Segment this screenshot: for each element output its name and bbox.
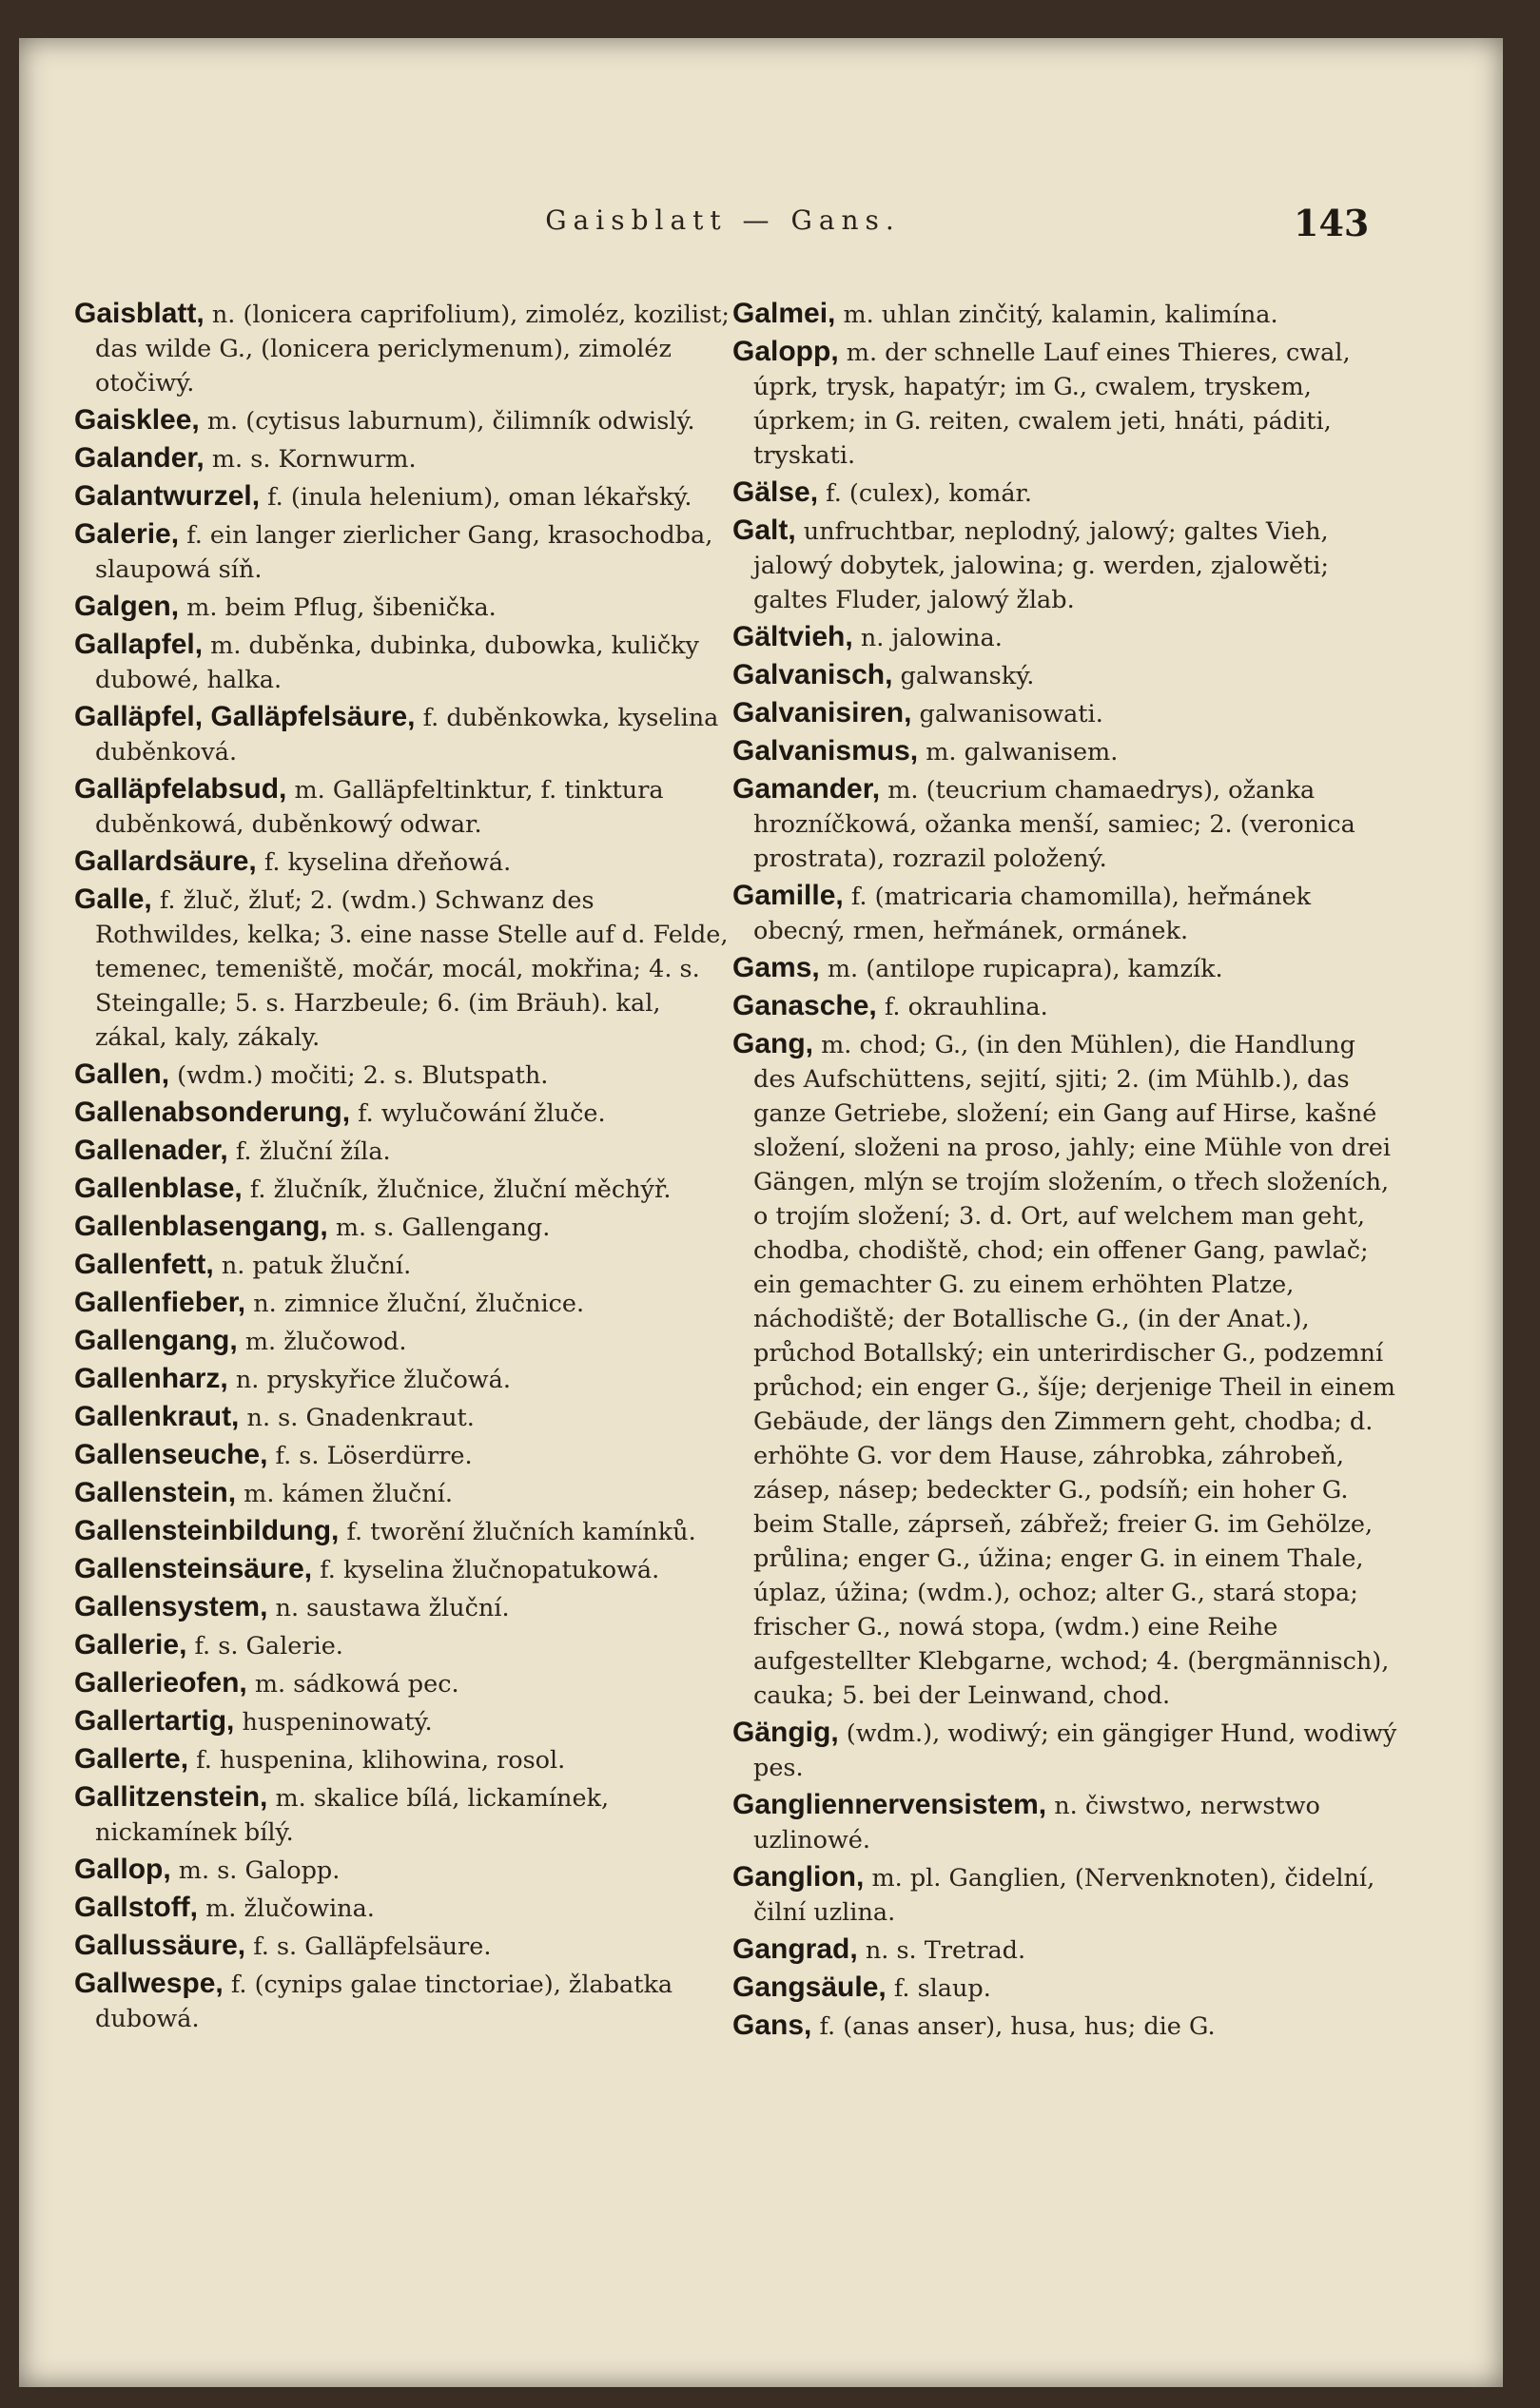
entry-headword: Galt, xyxy=(732,515,796,546)
entry-definition: f. (anas anser), husa, hus; die G. xyxy=(819,2012,1216,2041)
entry-definition: f. (cynips galae tinctoriae), žlabatka dubowá. xyxy=(95,1971,673,2033)
right-column xyxy=(732,297,1398,2047)
dictionary-entry xyxy=(732,1860,1398,1930)
entry-definition: m. s. Galopp. xyxy=(178,1856,341,1885)
entry-definition: m. (teucrium chamaedrys), ožanka hrozníčkowá, ožanka menší, samiec; 2. (veronica prostrata), rozrazil položený. xyxy=(753,776,1355,873)
dictionary-entry xyxy=(74,1590,740,1625)
entry-headword: Gallerte, xyxy=(74,1743,189,1775)
entry-headword: Ganglion, xyxy=(732,1861,865,1893)
entry-headword: Gallen, xyxy=(74,1058,170,1090)
entry-definition: m. chod; G., (in den Mühlen), die Handlung des Aufschüttens, sejití, sjiti; 2. (im Mühlb.), das ganze Getriebe, složení; ein Gang auf Hirse, kašné složení, složeni na proso, jahly; eine Mühle von drei Gängen, mlýn se trojím složením, o třech složeních, o trojím složení; 3. d. Ort, auf welchem man geht, chodba, chodiště, chod; ein offener Gang, pawlač; ein gemachter G. zu einem erhöhten Platze, náchodiště; der Botallische G., (in der Anat.), průchod Botallský; ein unterirdischer G., podzemní průchod; ein enger G., šíje; derjenige Theil in einem Gebäude, der längs den Zimmern geht, chodba; d. erhöhte G. vor dem Hause, záhrobka, záhrobeň, zásep, násep; bedeckter G., podsíň; ein hoher G. beim Stalle, záprseň, zábřež; freier G. im Gehölze, průlina; enger G., úžina; enger G. in einem Thale, úplaz, úžina; (wdm.), ochoz; alter G., stará stopa; frischer G., nowá stopa, (wdm.) eine Reihe aufgestellter Klebgarne, wchod; 4. (bergmännisch), cauka; 5. bei der Leinwand, chod. xyxy=(753,1031,1395,1710)
dictionary-entry xyxy=(732,2009,1398,2044)
dictionary-entry xyxy=(74,1210,740,1245)
dictionary-entry xyxy=(732,951,1398,986)
entry-definition: n. (lonicera caprifolium), zimoléz, kozilist; das wilde G., (lonicera periclymenum), zimoléz otočiwý. xyxy=(95,301,731,398)
entry-definition: m. s. Kornwurm. xyxy=(211,445,417,474)
entry-definition: m. kámen žluční. xyxy=(244,1480,453,1508)
dictionary-entry xyxy=(74,1096,740,1131)
dictionary-entry xyxy=(74,1324,740,1359)
entry-definition: m. s. Gallengang. xyxy=(335,1214,551,1242)
dictionary-entry xyxy=(74,517,740,587)
entry-headword: Galmei, xyxy=(732,298,836,329)
entry-headword: Gallenfett, xyxy=(74,1249,214,1280)
entry-headword: Galvanismus, xyxy=(732,735,919,767)
entry-definition: m. der schnelle Lauf eines Thieres, cwal, úprk, trysk, hapatýr; im G., cwalem, tryskem, úprkem; in G. reiten, cwalem jeti, hnáti, páditi, tryskati. xyxy=(753,339,1351,470)
entry-definition: f. kyselina žlučnopatukowá. xyxy=(320,1556,660,1584)
dictionary-entry xyxy=(74,772,740,842)
entry-headword: Gallengang, xyxy=(74,1325,238,1356)
entry-definition: f. kyselina dřeňowá. xyxy=(263,848,512,877)
entry-definition: n. pryskyřice žlučowá. xyxy=(235,1366,511,1394)
entry-headword: Gallapfel, xyxy=(74,629,204,660)
entry-headword: Gallenseuche, xyxy=(74,1439,268,1470)
dictionary-entry xyxy=(74,1514,740,1549)
dictionary-entry xyxy=(74,479,740,515)
entry-headword: Gallensystem, xyxy=(74,1591,268,1622)
entry-headword: Gangsäule, xyxy=(732,1971,887,2003)
dictionary-entry xyxy=(732,514,1398,617)
entry-headword: Gans, xyxy=(732,2010,812,2041)
entry-headword: Gallenstein, xyxy=(74,1477,237,1508)
entry-definition: m. beim Pflug, šibenička. xyxy=(186,593,497,622)
dictionary-entry xyxy=(74,403,740,438)
entry-headword: Gamander, xyxy=(732,773,881,805)
left-column xyxy=(74,297,740,2039)
entry-headword: Gams, xyxy=(732,952,820,983)
entry-definition: n. s. Gnadenkraut. xyxy=(246,1404,475,1432)
dictionary-entry xyxy=(732,1716,1398,1785)
entry-headword: Gältvieh, xyxy=(732,621,853,652)
dictionary-entry xyxy=(732,476,1398,511)
entry-definition: unfruchtbar, neplodný, jalowý; galtes Vieh, jalowý dobytek, jalowina; g. werden, zjalowěti; galtes Fluder, jalowý žlab. xyxy=(753,517,1329,614)
dictionary-entry xyxy=(732,989,1398,1024)
page-number: 143 xyxy=(1294,202,1370,244)
entry-headword: Gang, xyxy=(732,1028,814,1059)
dictionary-entry xyxy=(732,297,1398,332)
dictionary-entry xyxy=(74,1134,740,1169)
entry-headword: Gamille, xyxy=(732,880,844,911)
entry-definition: f. s. Löserdürre. xyxy=(275,1442,473,1470)
entry-definition: m. skalice bílá, lickamínek, nickamínek bílý. xyxy=(95,1784,610,1847)
dictionary-entry xyxy=(74,1552,740,1587)
entry-definition: m. žlučowina. xyxy=(205,1894,375,1923)
entry-headword: Gallenfieber, xyxy=(74,1287,246,1318)
entry-definition: m. žlučowod. xyxy=(244,1328,407,1356)
dictionary-entry xyxy=(74,700,740,769)
entry-definition: m. Galläpfeltinktur, f. tinktura duběnkowá, duběnkowý odwar. xyxy=(95,776,664,839)
entry-headword: Gangliennervensistem, xyxy=(732,1789,1047,1820)
dictionary-entry xyxy=(732,1932,1398,1968)
dictionary-entry xyxy=(732,658,1398,693)
entry-definition: galwanský. xyxy=(900,662,1035,690)
dictionary-entry xyxy=(74,1438,740,1473)
entry-definition: f. žlučník, žlučnice, žluční měchýř. xyxy=(249,1175,672,1204)
dictionary-entry xyxy=(74,590,740,625)
entry-definition: f. s. Galerie. xyxy=(194,1632,343,1660)
entry-headword: Gallop, xyxy=(74,1854,171,1885)
dictionary-entry xyxy=(732,1027,1398,1713)
dictionary-entry xyxy=(74,1628,740,1663)
entry-headword: Galvanisiren, xyxy=(732,697,912,728)
entry-definition: f. (culex), komár. xyxy=(826,479,1033,508)
entry-definition: f. slaup. xyxy=(893,1974,991,2003)
running-head: Gaisblatt — Gans. xyxy=(545,204,901,236)
entry-definition: f. (matricaria chamomilla), heřmánek obecný, rmen, heřmánek, ormánek. xyxy=(753,883,1312,945)
dictionary-entry xyxy=(732,696,1398,731)
dictionary-entry xyxy=(74,1172,740,1207)
dictionary-entry xyxy=(74,1666,740,1701)
dictionary-entry xyxy=(732,620,1398,655)
entry-headword: Galle, xyxy=(74,884,152,915)
entry-headword: Gaisklee, xyxy=(74,404,200,436)
dictionary-entry xyxy=(74,1929,740,1964)
entry-definition: n. s. Tretrad. xyxy=(865,1936,1026,1965)
entry-definition: f. žluč, žluť; 2. (wdm.) Schwanz des Rothwildes, kelka; 3. eine nasse Stelle auf d. Felde, temenec, temeniště, močár, mocál, mokřina; 4. s. Steingalle; 5. s. Harzbeule; 6. (im Bräuh). kal, zákal, kaly, zákaly. xyxy=(95,886,729,1052)
entry-definition: n. zimnice žluční, žlučnice. xyxy=(253,1290,585,1318)
dictionary-entry xyxy=(74,1476,740,1511)
entry-definition: (wdm.), wodiwý; ein gängiger Hund, wodiwý pes. xyxy=(753,1719,1397,1782)
entry-headword: Gallerieofen, xyxy=(74,1667,247,1699)
entry-headword: Gallertartig, xyxy=(74,1705,235,1737)
entry-definition: f. žluční žíla. xyxy=(235,1137,391,1166)
dictionary-entry xyxy=(732,772,1398,876)
entry-headword: Gallenblasengang, xyxy=(74,1211,328,1242)
entry-headword: Gallardsäure, xyxy=(74,845,257,877)
dictionary-entry xyxy=(74,1891,740,1926)
entry-definition: n. jalowina. xyxy=(860,624,1003,652)
dictionary-entry xyxy=(74,297,740,400)
entry-headword: Gallenblase, xyxy=(74,1173,243,1204)
entry-headword: Gallensteinsäure, xyxy=(74,1553,313,1584)
entry-headword: Gallwespe, xyxy=(74,1968,224,1999)
entry-definition: f. wylučowání žluče. xyxy=(358,1099,606,1128)
entry-headword: Gallenkraut, xyxy=(74,1401,240,1432)
entry-headword: Gallstoff, xyxy=(74,1892,199,1923)
entry-headword: Galopp, xyxy=(732,336,839,367)
entry-definition: (wdm.) močiti; 2. s. Blutspath. xyxy=(177,1061,549,1090)
entry-headword: Galvanisch, xyxy=(732,659,893,690)
dictionary-entry xyxy=(74,1853,740,1888)
entry-definition: f. ein langer zierlicher Gang, krasochodba, slaupowá síň. xyxy=(95,521,713,584)
entry-headword: Galerie, xyxy=(74,518,180,550)
dictionary-entry xyxy=(74,1058,740,1093)
entry-definition: m. duběnka, dubinka, dubowka, kuličky dubowé, halka. xyxy=(95,631,699,694)
entry-headword: Gallenharz, xyxy=(74,1363,228,1394)
dictionary-entry xyxy=(74,441,740,476)
entry-headword: Galläpfel, Galläpfelsäure, xyxy=(74,701,416,732)
entry-definition: m. pl. Ganglien, (Nervenknoten), čidelní, čilní uzlina. xyxy=(753,1864,1375,1927)
entry-definition: n. čiwstwo, nerwstwo uzlinowé. xyxy=(753,1792,1320,1855)
entry-headword: Gängig, xyxy=(732,1717,839,1748)
entry-headword: Galläpfelabsud, xyxy=(74,773,287,805)
entry-headword: Ganasche, xyxy=(732,990,877,1021)
entry-headword: Gallussäure, xyxy=(74,1930,246,1961)
entry-definition: f. tworění žlučních kamínků. xyxy=(346,1518,696,1546)
entry-definition: f. duběnkowka, kyselina duběnková. xyxy=(95,704,719,767)
dictionary-entry xyxy=(74,1967,740,2036)
dictionary-entry xyxy=(74,1742,740,1777)
dictionary-entry xyxy=(74,1400,740,1435)
entry-headword: Gallitzenstein, xyxy=(74,1781,268,1813)
entry-headword: Gaisblatt, xyxy=(74,298,205,329)
entry-headword: Gallensteinbildung, xyxy=(74,1515,340,1546)
entry-headword: Gälse, xyxy=(732,476,819,508)
entry-definition: m. (cytisus laburnum), čilimník odwislý. xyxy=(206,407,695,436)
entry-definition: m. galwanisem. xyxy=(926,738,1119,767)
entry-headword: Galantwurzel, xyxy=(74,480,261,512)
dictionary-entry xyxy=(74,1286,740,1321)
dictionary-entry xyxy=(74,1248,740,1283)
entry-definition: n. patuk žluční. xyxy=(221,1252,412,1280)
entry-definition: huspeninowatý. xyxy=(242,1708,433,1737)
dictionary-page xyxy=(19,38,1503,2387)
dictionary-entry xyxy=(74,1780,740,1850)
entry-definition: m. uhlan zinčitý, kalamin, kalimína. xyxy=(843,301,1278,329)
dictionary-entry xyxy=(732,1788,1398,1857)
entry-definition: m. sádkowá pec. xyxy=(254,1670,459,1699)
entry-headword: Galgen, xyxy=(74,591,180,622)
entry-definition: f. okrauhlina. xyxy=(884,993,1048,1021)
dictionary-entry xyxy=(732,335,1398,473)
entry-definition: f. huspenina, klihowina, rosol. xyxy=(196,1746,566,1775)
dictionary-entry xyxy=(732,734,1398,769)
entry-headword: Gallerie, xyxy=(74,1629,187,1660)
dictionary-entry xyxy=(74,1704,740,1739)
dictionary-entry xyxy=(74,845,740,880)
entry-definition: f. (inula helenium), oman lékařský. xyxy=(267,483,692,512)
entry-headword: Gallenader, xyxy=(74,1135,228,1166)
dictionary-entry xyxy=(732,879,1398,948)
entry-definition: galwanisowati. xyxy=(919,700,1103,728)
entry-headword: Gallenabsonderung, xyxy=(74,1097,351,1128)
dictionary-entry xyxy=(74,1362,740,1397)
entry-definition: f. s. Galläpfelsäure. xyxy=(253,1932,492,1961)
entry-definition: n. saustawa žluční. xyxy=(275,1594,510,1622)
entry-definition: m. (antilope rupicapra), kamzík. xyxy=(827,955,1223,983)
entry-headword: Gangrad, xyxy=(732,1933,858,1965)
dictionary-entry xyxy=(74,628,740,697)
dictionary-entry xyxy=(732,1971,1398,2006)
dictionary-entry xyxy=(74,883,740,1055)
entry-headword: Galander, xyxy=(74,442,205,474)
